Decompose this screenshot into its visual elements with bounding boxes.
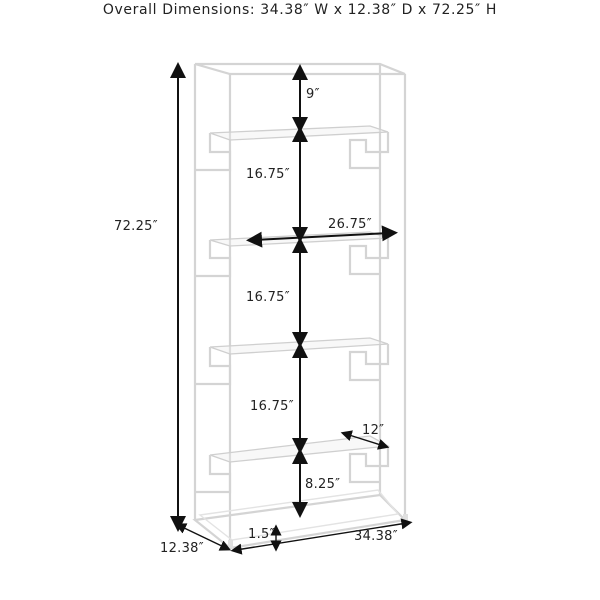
shelf-1 xyxy=(195,126,388,170)
top-gap-label: 9″ xyxy=(306,87,320,102)
width-label: 34.38″ xyxy=(354,529,398,544)
foot-height-label: 1.5″ xyxy=(248,527,275,542)
height-label: 72.25″ xyxy=(114,219,158,234)
dimensions-title: Overall Dimensions: 34.38″ W x 12.38″ D x 72.25″ H xyxy=(102,2,498,18)
gap-2-label: 16.75″ xyxy=(246,290,290,305)
shelf-depth-label: 12″ xyxy=(362,423,385,438)
bottom-gap-label: 8.25″ xyxy=(305,477,341,492)
depth-label: 12.38″ xyxy=(160,541,204,556)
gap-1-label: 16.75″ xyxy=(246,167,290,182)
shelf-width-label: 26.75″ xyxy=(328,217,372,232)
shelf-4 xyxy=(195,436,388,492)
gap-3-label: 16.75″ xyxy=(250,399,294,414)
shelf-3 xyxy=(195,338,388,384)
